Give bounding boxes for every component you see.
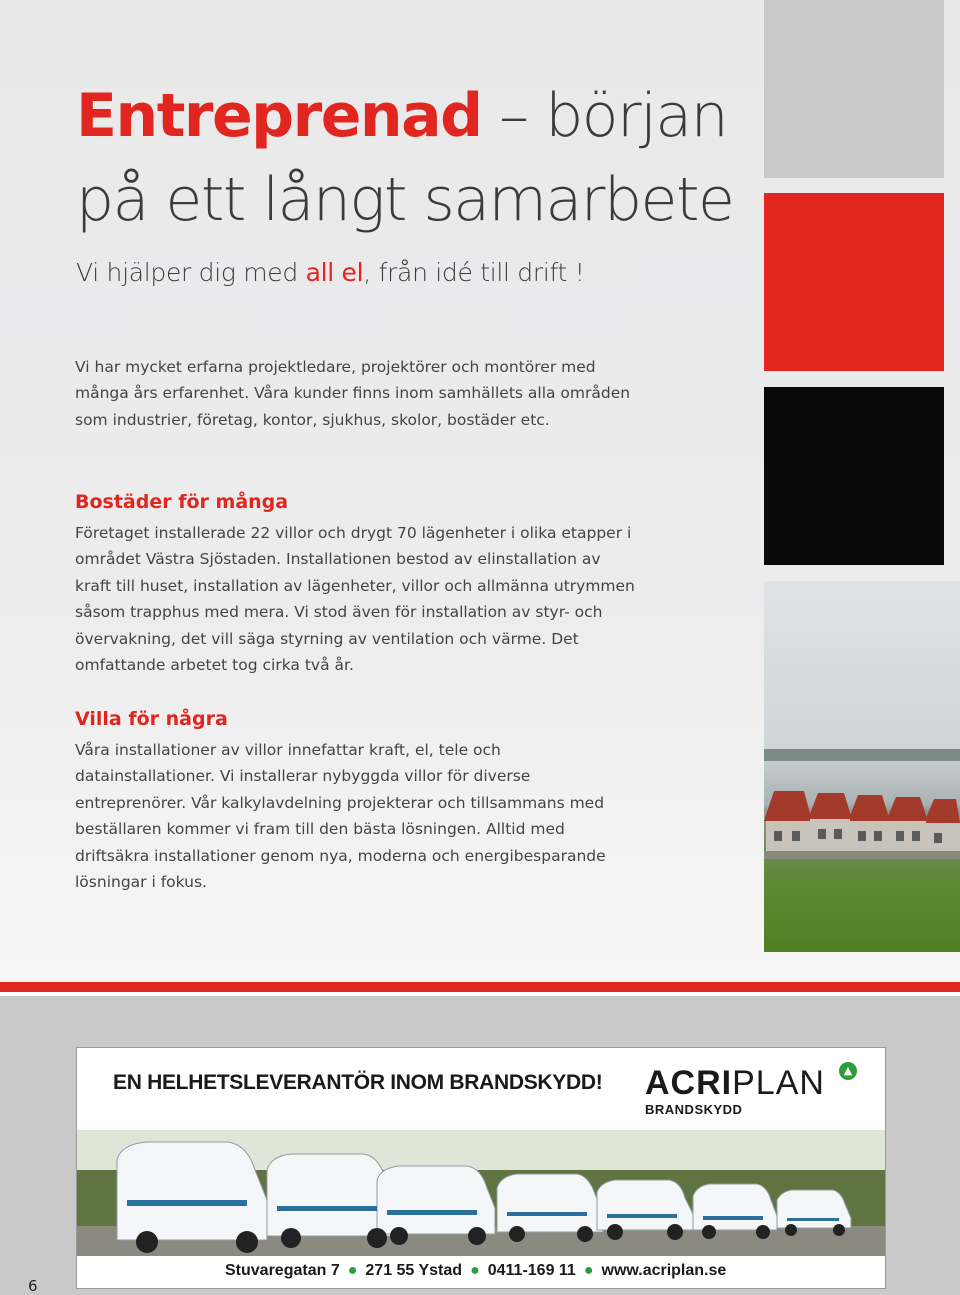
logo-bold: ACRI [645,1064,733,1102]
ad-address: Stuvaregatan 7 [225,1262,340,1279]
flame-icon: ▲ [839,1062,857,1080]
logo-subtitle: BRANDSKYDD [645,1102,743,1117]
black-block [764,387,944,565]
subtitle-post: , från idé till drift ! [363,258,585,287]
title-highlight: Entreprenad [76,81,482,151]
ad-website: www.acriplan.se [601,1262,727,1279]
ad-postal: 271 55 Ystad [365,1262,463,1279]
subtitle-pre: Vi hjälper dig med [76,258,306,287]
subtitle-bold: all el [305,258,364,287]
ad-phone: 0411-169 11 [487,1262,576,1279]
acriplan-logo [645,1062,861,1118]
title-line2: på ett långt samarbete [76,165,734,235]
red-divider [0,982,960,992]
section-heading-villa: Villa för några [75,708,228,730]
red-block [764,193,944,371]
logo-wordmark [645,1064,825,1103]
vans-illustration [77,1130,885,1256]
houses-illustration [764,581,960,952]
ad-contact-line: Stuvaregatan 7 ● 271 55 Ystad ● 0411-169 11 ● www.acriplan.se [225,1262,727,1279]
intro-paragraph: Vi har mycket erfarna projektledare, projektörer och montörer med många års erfarenhet. Våra kunder finns inom samhällets alla områden som industrier, företag, kontor, sjukhus, skolor, bostäder etc. [75,358,631,429]
section-text-villa: Våra installationer av villor innefattar kraft, el, tele och datainstallationer. Vi installerar nybyggda villor för diverse entreprenörer. Vår kalkylavdelning projekterar och tillsammans med beställaren kommer vi fram till den bästa lösningen. Alltid med driftsäkra installationer genom nya, moderna och energibesparande lösningar i fokus. [75,741,606,892]
houses-photo [764,581,960,952]
grey-block [764,0,944,178]
section-text-bostader: Företaget installerade 22 villor och drygt 70 lägenheter i olika etapper i området Västra Sjöstaden. Installationen bestod av elinstallation av kraft till huset, installation av lägenheter, villor och allmänna utrymmen såsom trapphus med mera. Vi stod även för installation av styr- och övervakning, det vill säga styrning av ventilation och värme. Det omfattande arbetet tog cirka två år. [75,524,635,675]
title-rest: – början [481,81,728,151]
vans-photo [77,1130,885,1256]
section-heading-bostader: Bostäder för många [75,491,289,513]
ad-headline: EN HELHETSLEVERANTÖR INOM BRANDSKYDD! [113,1071,603,1094]
page-number: 6 [28,1277,38,1295]
page-title [76,74,756,242]
subtitle [76,258,584,287]
acriplan-advertisement [76,1047,886,1289]
logo-light: PLAN [732,1064,825,1102]
